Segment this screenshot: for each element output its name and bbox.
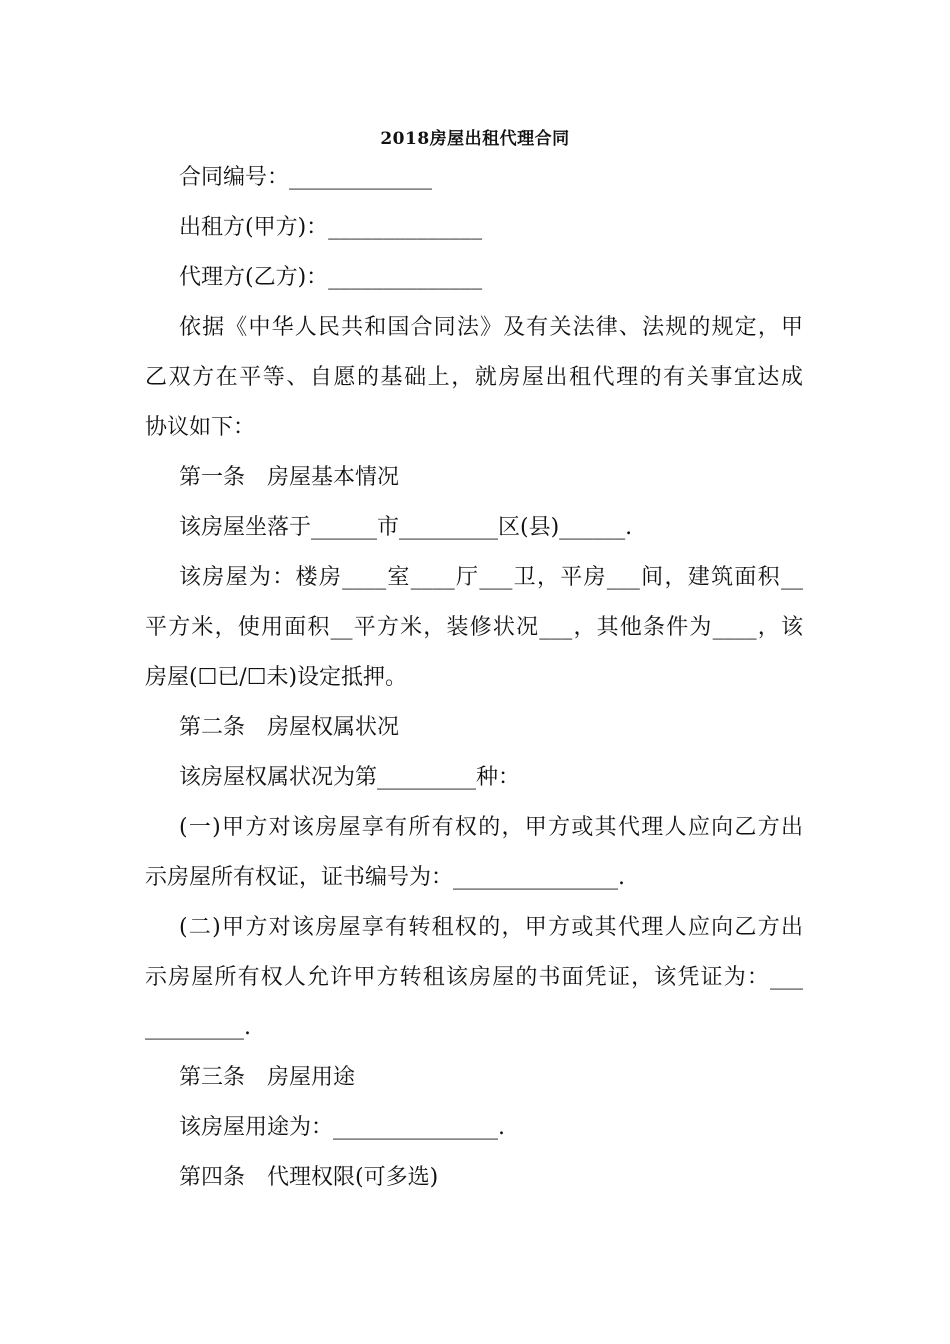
article-2-clause-2-line-3: _________. <box>145 1015 251 1040</box>
agent-line: 代理方(乙方)：______________ <box>179 265 483 290</box>
lessor-line: 出租方(甲方)：______________ <box>179 215 483 240</box>
article-2-clause-1-line-1: (一)甲方对该房屋享有所有权的，甲方或其代理人应向乙方出 <box>179 815 803 840</box>
document-title: 2018房屋出租代理合同 <box>380 129 570 149</box>
article-2-clause-2-line-2: 示房屋所有权人允许甲方转租该房屋的书面凭证，该凭证为：___ <box>145 965 803 990</box>
article-2-type: 该房屋权属状况为第_________种： <box>179 765 521 790</box>
article-3-usage: 该房屋用途为：_______________. <box>179 1115 505 1140</box>
article-2-heading: 第二条 房屋权属状况 <box>179 715 400 740</box>
article-1-details-line-1: 该房屋为：楼房____室____厅___卫，平房___间，建筑面积__ <box>179 565 803 590</box>
preamble-line-1: 依据《中华人民共和国合同法》及有关法律、法规的规定，甲 <box>179 315 803 340</box>
article-3-heading: 第三条 房屋用途 <box>179 1065 356 1090</box>
article-4-heading: 第四条 代理权限(可多选) <box>179 1165 439 1190</box>
article-2-clause-1-line-2: 示房屋所有权证，证书编号为：_______________. <box>145 865 625 890</box>
article-2-clause-2-line-1: (二)甲方对该房屋享有转租权的，甲方或其代理人应向乙方出 <box>179 915 803 940</box>
article-1-location: 该房屋坐落于______市_________区(县)______. <box>179 515 633 540</box>
article-1-heading: 第一条 房屋基本情况 <box>179 465 400 490</box>
article-1-details-line-2: 平方米，使用面积__平方米，装修状况___，其他条件为____，该 <box>145 615 803 640</box>
contract-number-line: 合同编号：_____________ <box>179 165 433 190</box>
preamble-line-3: 协议如下： <box>145 415 256 440</box>
article-1-details-line-3: 房屋(☐已/☐未)设定抵押。 <box>145 665 408 690</box>
preamble-line-2: 乙双方在平等、自愿的基础上，就房屋出租代理的有关事宜达成 <box>145 365 803 390</box>
